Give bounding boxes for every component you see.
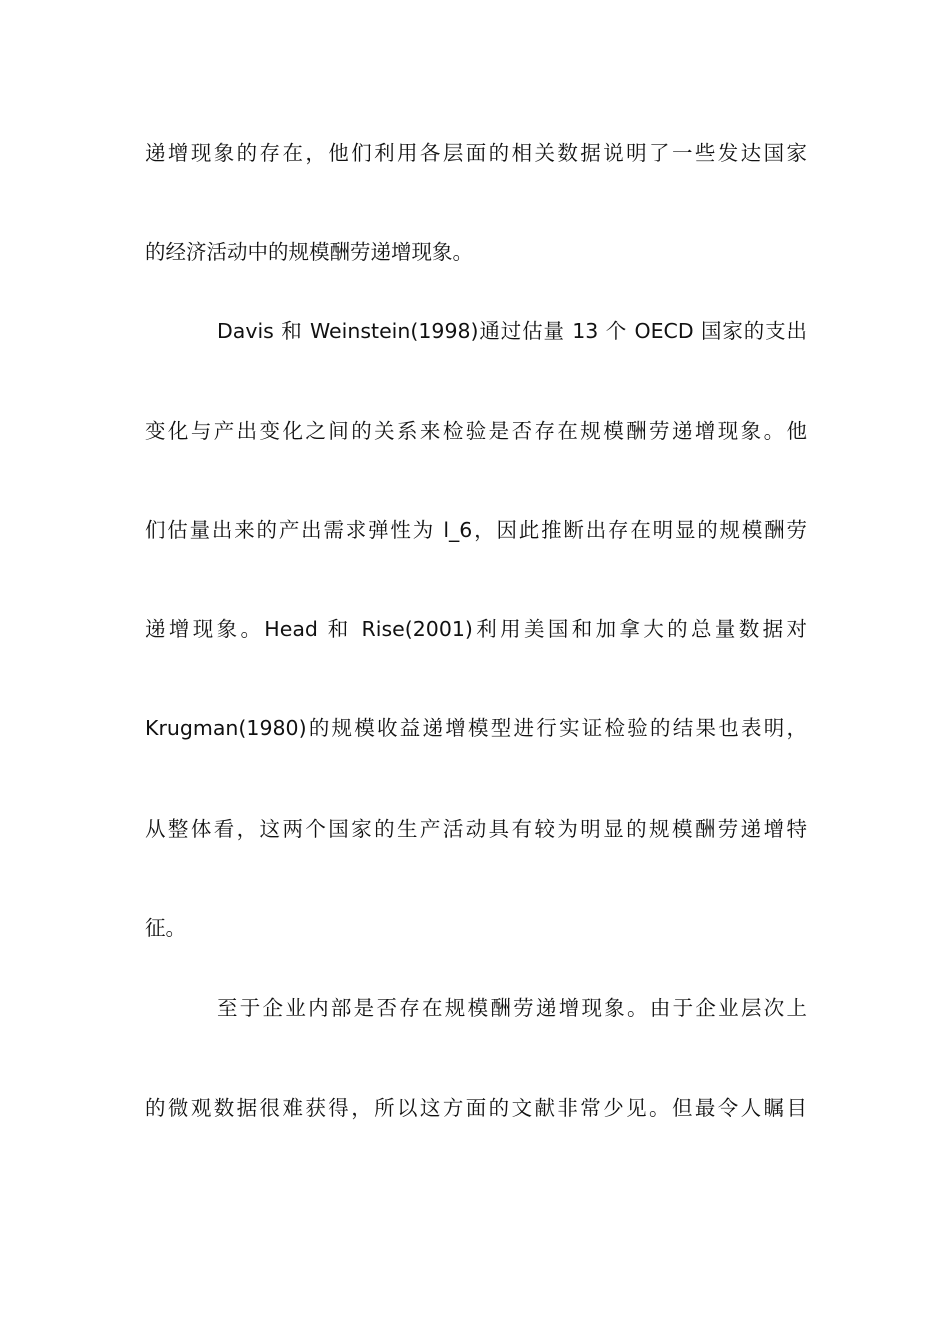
text-line: 从整体看，这两个国家的生产活动具有较为明显的规模酬劳递增特 [145, 817, 807, 841]
text-line: 们估量出来的产出需求弹性为 l_6，因此推断出存在明显的规模酬劳 [145, 518, 807, 542]
text-line: 递增现象。Head 和 Rise(2001)利用美国和加拿大的总量数据对 [145, 617, 807, 641]
text-line: 变化与产出变化之间的关系来检验是否存在规模酬劳递增现象。他 [145, 419, 807, 443]
paragraph-start-line: 至于企业内部是否存在规模酬劳递增现象。由于企业层次上 [217, 996, 807, 1020]
paragraph-start-line: Davis 和 Weinstein(1998)通过估量 13 个 OECD 国家的支出 [217, 319, 807, 343]
text-line: 递增现象的存在，他们利用各层面的相关数据说明了一些发达国家 [145, 141, 807, 165]
text-line: 征。 [145, 916, 186, 940]
text-line: 的经济活动中的规模酬劳递增现象。 [145, 240, 473, 264]
text-line: Krugman(1980)的规模收益递增模型进行实证检验的结果也表明， [145, 716, 807, 740]
text-line: 的微观数据很难获得，所以这方面的文献非常少见。但最令人瞩目 [145, 1096, 807, 1120]
